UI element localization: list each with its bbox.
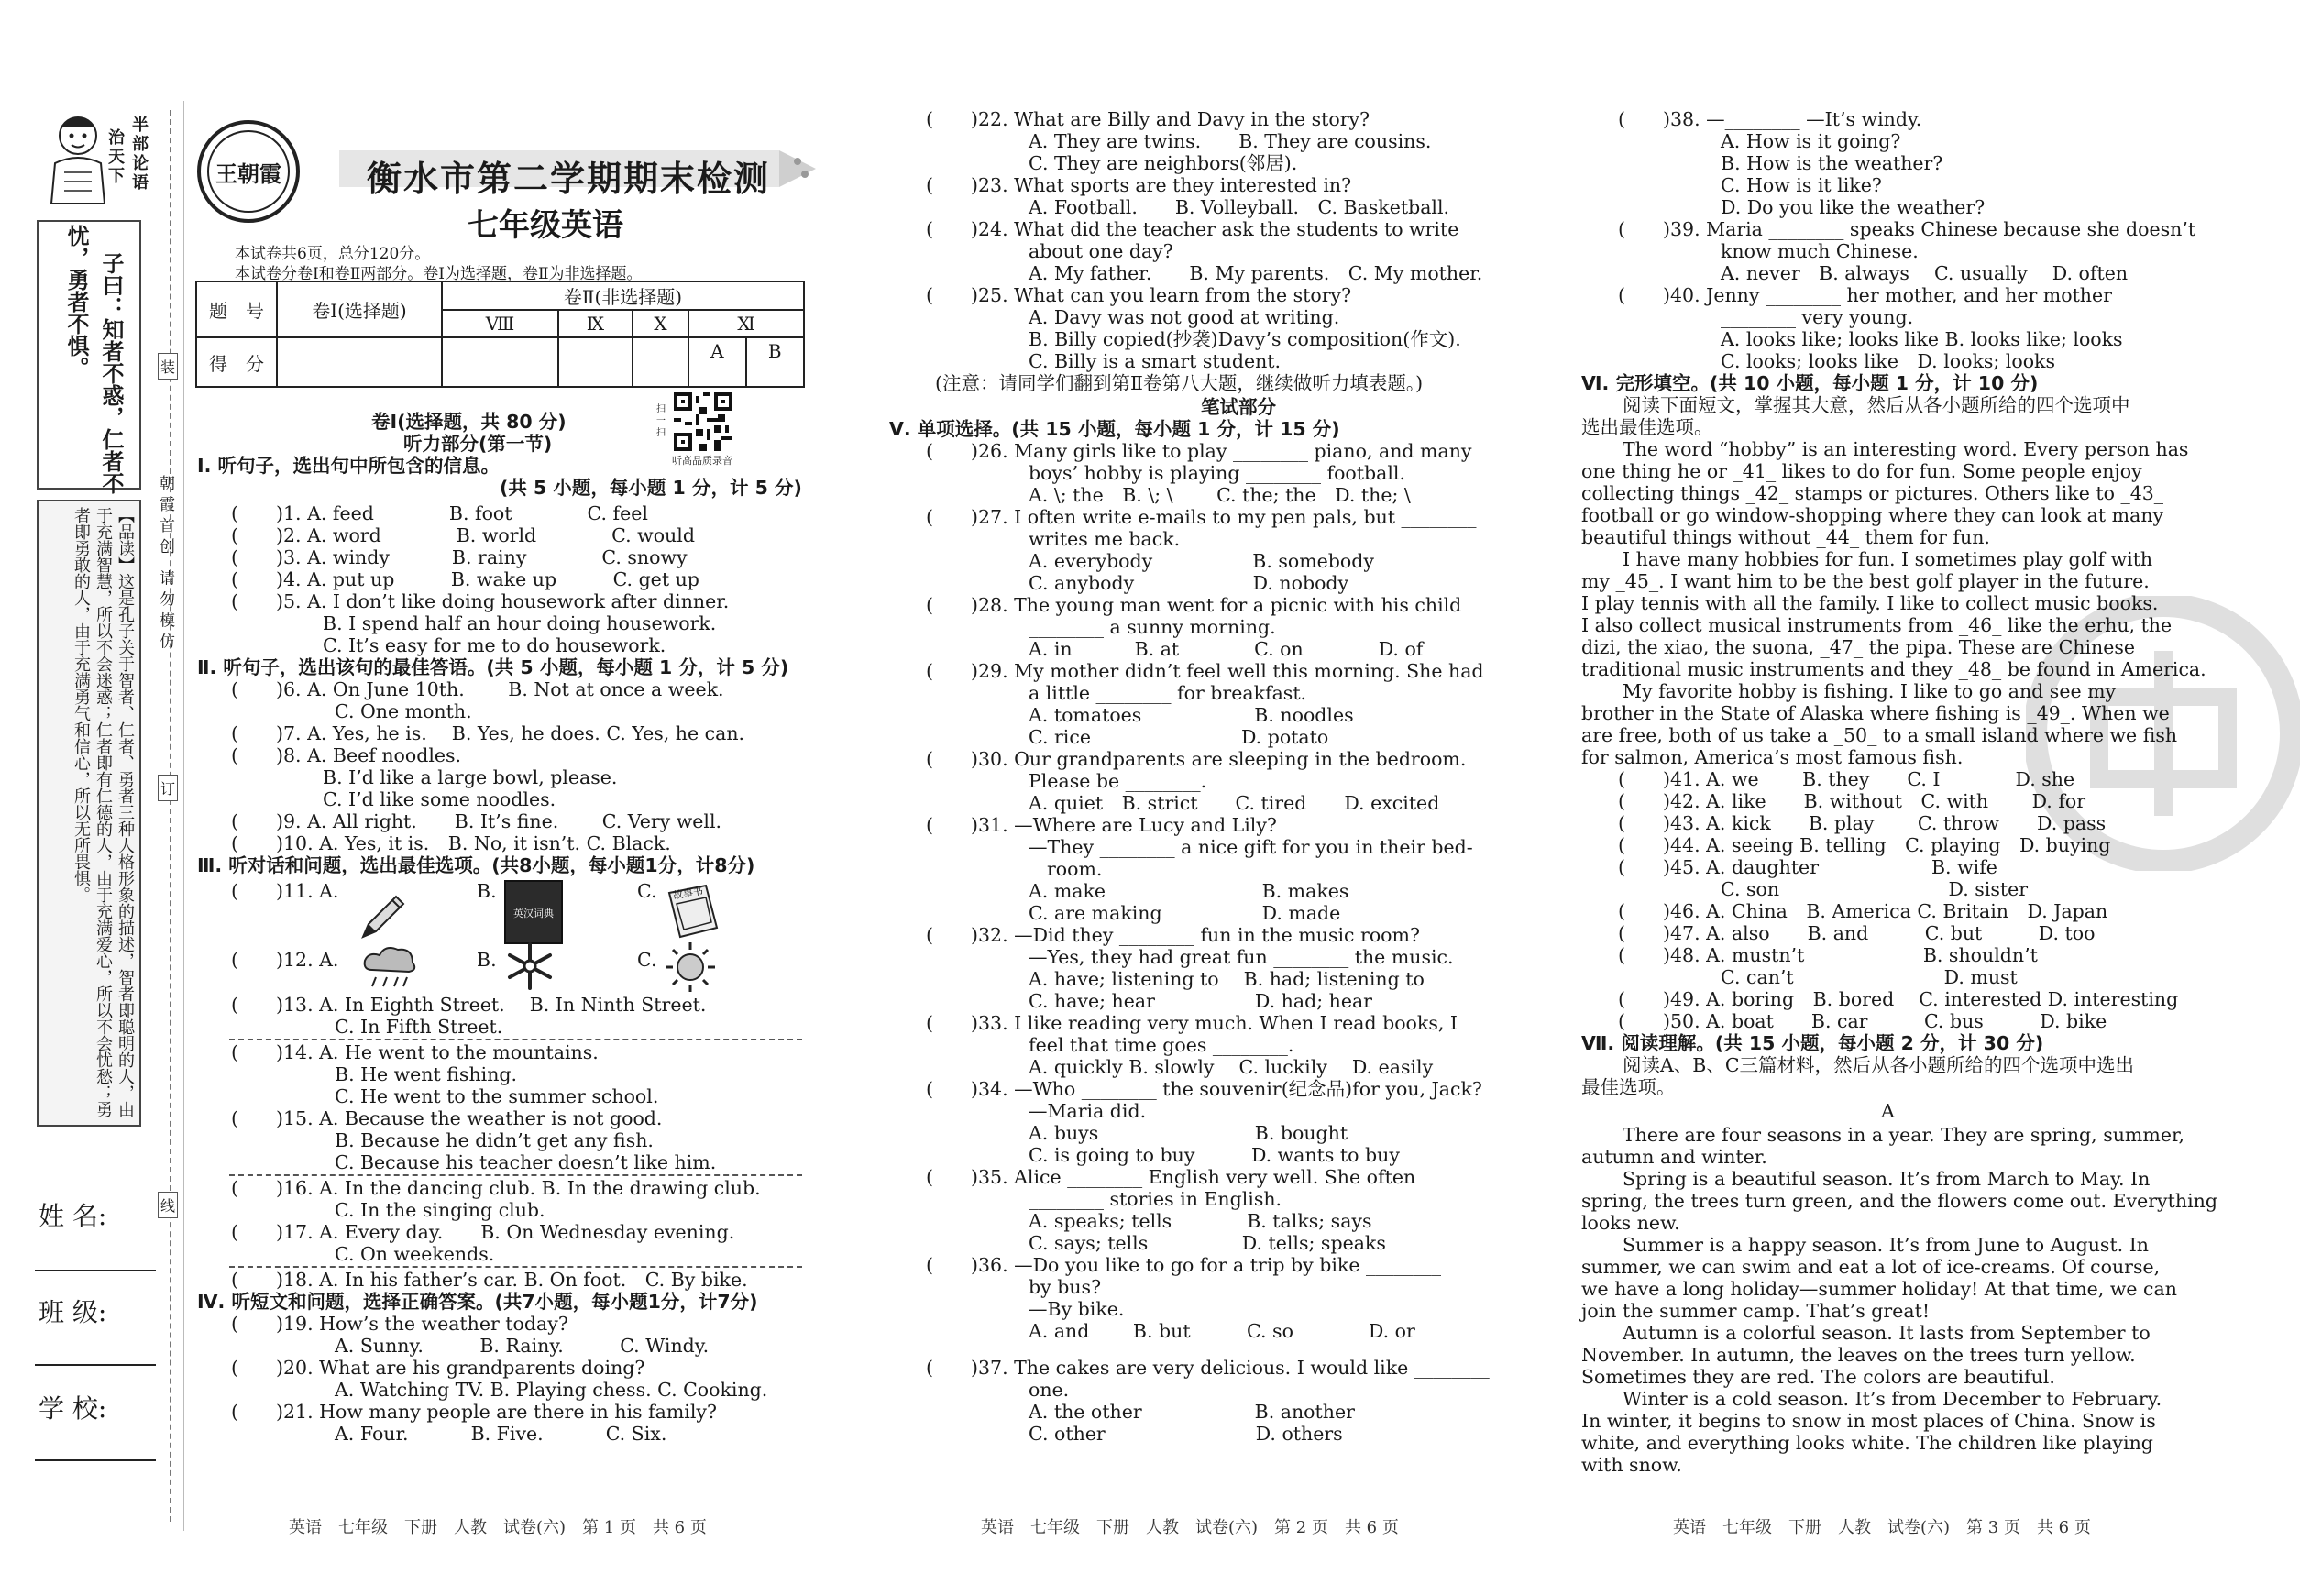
score-col-8: Ⅷ	[442, 310, 558, 337]
col3-line: looks new.	[1581, 1212, 1680, 1234]
col3-line: ( )38. —________ —It’s windy.	[1618, 108, 1922, 130]
col1-line: ( )18. A. In his father’s car. B. On foot. C. By bike.	[231, 1269, 748, 1291]
col2-line: ( )33. I like reading very much. When I read books, I	[926, 1012, 1458, 1034]
qr-code-icon[interactable]	[674, 392, 732, 451]
divider	[229, 1039, 802, 1040]
col2-line: C. rice D. potato	[1029, 726, 1329, 748]
col3-line: 阅读A、B、C三篇材料，然后从各小题所给的四个选项中选出	[1623, 1054, 2135, 1076]
col3-line: Ⅵ. 完形填空。(共 10 小题，每小题 1 分，计 10 分)	[1581, 372, 2039, 394]
col1-line: ( )13. A. In Eighth Street. B. In Ninth Street.	[231, 994, 707, 1016]
col1-line: (共 5 小题，每小题 1 分，计 5 分)	[500, 477, 802, 499]
col3-line: Summer is a happy season. It’s from June to August. In	[1623, 1234, 2150, 1256]
side-note: 朝霞首创 请勿模仿	[156, 475, 174, 655]
col3-line: C. son D. sister	[1721, 878, 2029, 900]
footer-page-2: 英语 七年级 下册 人教 试卷(六) 第 2 页 共 6 页	[981, 1518, 1399, 1537]
col2-line: ________ a sunny morning.	[1029, 616, 1276, 638]
rain-cloud-icon	[359, 942, 420, 994]
storybook-icon	[664, 882, 721, 946]
col1-line: B. I spend half an hour doing housework.	[323, 612, 717, 634]
col3-line: ( )43. A. kick B. play C. throw D. pass	[1618, 812, 2107, 834]
col1-line: ( )16. A. In the dancing club. B. In the drawing club.	[231, 1177, 761, 1199]
col2-line: A. and B. but C. so D. or	[1029, 1320, 1415, 1342]
col3-line: join the summer camp. That’s great!	[1581, 1300, 1931, 1322]
col3-line: collecting things _42_ stamps or pictures. Others like to _43_	[1581, 482, 2164, 504]
col3-line: A. How is it going?	[1721, 130, 1901, 152]
col1-line: B.	[477, 880, 497, 902]
col3-line: know much Chinese.	[1721, 240, 1919, 262]
col2-line: 笔试部分	[1201, 396, 1276, 418]
col3-line: one thing he or _41_ likes to do for fun. Some people enjoy	[1581, 460, 2142, 482]
col3-line: My favorite hobby is fishing. I like to go and see my	[1623, 680, 2117, 702]
score-cell-11a[interactable]	[688, 337, 745, 387]
quote-right: 子曰：知者不惑，仁者不	[98, 252, 125, 494]
col3-line: There are four seasons in a year. They are spring, summer,	[1623, 1124, 2185, 1146]
col3-line: 最佳选项。	[1581, 1076, 1676, 1098]
col3-line: November. In autumn, the leaves on the trees turn yellow.	[1581, 1344, 2136, 1366]
col2-line: C. are making D. made	[1029, 902, 1341, 924]
col2-line: —Yes, they had great fun ________ the music.	[1029, 946, 1454, 968]
col2-line: C. Billy is a smart student.	[1029, 350, 1282, 372]
score-sub-a: A	[710, 340, 724, 362]
qr-caption: 听高品质录音	[672, 455, 732, 467]
score-col-10: Ⅹ	[633, 310, 689, 337]
col2-line: ( )25. What can you learn from the story?	[926, 284, 1352, 306]
col2-line: ( )35. Alice ________ English very well. She often	[926, 1166, 1416, 1188]
col2-line: C. They are neighbors(邻居).	[1029, 152, 1298, 174]
col1-line: A. Four. B. Five. C. Six.	[335, 1423, 667, 1445]
col2-line: ( )22. What are Billy and Davy in the story?	[926, 108, 1370, 130]
col1-line: C. Because his teacher doesn’t like him.	[335, 1151, 717, 1173]
col3-line: ( )47. A. also B. and C. but D. too	[1618, 922, 2096, 944]
col2-line: ( )29. My mother didn’t feel well this morning. She had	[926, 660, 1484, 682]
col1-line: B.	[477, 949, 497, 971]
col2-line: writes me back.	[1029, 528, 1181, 550]
col3-line: C. looks; looks like D. looks; looks	[1721, 350, 2055, 372]
col2-line: A. speaks; tells B. talks; says	[1029, 1210, 1372, 1232]
col1-line: C. On weekends.	[335, 1243, 495, 1265]
col3-line: ( )39. Maria ________ speaks Chinese because she doesn’t	[1618, 218, 2196, 240]
col1-line: ( )14. A. He went to the mountains.	[231, 1041, 599, 1063]
col1-line: ( )4. A. put up B. wake up C. get up	[231, 568, 699, 590]
col2-line: A. quickly B. slowly C. luckily D. easily	[1029, 1056, 1434, 1078]
col2-line: one.	[1029, 1379, 1070, 1401]
col1-line: C. One month.	[335, 700, 472, 722]
col1-line: C. In Fifth Street.	[335, 1016, 503, 1038]
sun-icon	[664, 941, 717, 997]
col2-line: A. My father. B. My parents. C. My mother.	[1029, 262, 1483, 284]
col3-line: ( )45. A. daughter B. wife	[1618, 856, 1997, 878]
col3-line: D. Do you like the weather?	[1721, 196, 1986, 218]
col2-line: ________ stories in English.	[1029, 1188, 1282, 1210]
col2-line: ( )30. Our grandparents are sleeping in the bedroom.	[926, 748, 1467, 770]
col2-line: ( )27. I often write e-mails to my pen pals, but ________	[926, 506, 1477, 528]
seal-mark-2: 订	[158, 775, 178, 801]
col2-line: ( )34. —Who ________ the souvenir(纪念品)for you, Jack?	[926, 1078, 1482, 1100]
divider	[229, 1266, 802, 1268]
dashed-bind-line	[170, 110, 171, 1522]
col2-line: about one day?	[1029, 240, 1173, 262]
col3-line: my _45_. I want him to be the best golf player in the future.	[1581, 570, 2150, 592]
col3-line: I play tennis with all the family. I like to collect music books.	[1581, 592, 2159, 614]
col1-line: Ⅰ. 听句子，选出句中所包含的信息。	[197, 455, 501, 477]
col1-line: ( )3. A. windy B. rainy C. snowy	[231, 546, 688, 568]
col2-line: ( )26. Many girls like to play ________ piano, and many	[926, 440, 1472, 462]
col1-line: Ⅱ. 听句子，选出该句的最佳答语。(共 5 小题，每小题 1 分，计 5 分)	[197, 656, 789, 678]
col3-line: for salmon, America’s most famous fish.	[1581, 746, 1964, 768]
footer-page-1: 英语 七年级 下册 人教 试卷(六) 第 1 页 共 6 页	[289, 1518, 707, 1537]
col3-line: white, and everything looks white. The children like playing	[1581, 1432, 2153, 1454]
col3-line: football or go window-shopping where they can look at many	[1581, 504, 2164, 526]
col2-line: by bus?	[1029, 1276, 1102, 1298]
class-label: 班 级:	[39, 1297, 107, 1327]
col2-line: feel that time goes ________.	[1029, 1034, 1294, 1056]
col1-line: 卷Ⅰ(选择题，共 80 分)	[371, 411, 567, 433]
col3-line: B. How is the weather?	[1721, 152, 1943, 174]
col2-line: C. is going to buy D. wants to buy	[1029, 1144, 1400, 1166]
col1-line: A. Sunny. B. Rainy. C. Windy.	[335, 1335, 710, 1357]
col2-line: (注意：请同学们翻到第Ⅱ卷第八大题，继续做听力填表题。)	[935, 372, 1424, 394]
col1-line: Ⅲ. 听对话和问题，选出最佳选项。(共8小题，每小题1分，计8分)	[197, 854, 755, 876]
col2-line: Ⅴ. 单项选择。(共 15 小题，每小题 1 分，计 15 分)	[889, 418, 1340, 440]
col1-line: B. Because he didn’t get any fish.	[335, 1129, 654, 1151]
exam-info-1: 本试卷共6页，总分120分。	[235, 245, 431, 263]
col3-line: ( )48. A. mustn’t B. shouldn’t	[1618, 944, 2038, 966]
col3-line: ( )49. A. boring B. bored C. interested D. interesting	[1618, 988, 2179, 1010]
col1-line: ( )9. A. All right. B. It’s fine. C. Very well.	[231, 810, 722, 832]
logo-text: 王朝霞	[215, 160, 281, 187]
watermark-seal-icon	[2026, 596, 2300, 875]
column-divider	[183, 101, 184, 1531]
score-cell-11b[interactable]	[746, 337, 804, 387]
col3-line: with snow.	[1581, 1454, 1682, 1476]
score-cell-8[interactable]	[442, 337, 558, 387]
score-table-part1: 卷Ⅰ(选择题)	[277, 281, 442, 337]
couplet-2: 治天下	[105, 128, 125, 186]
col2-line: room.	[1047, 858, 1103, 880]
col2-line: ( )28. The young man went for a picnic with his child	[926, 594, 1462, 616]
col1-line: ( )5. A. I don’t like doing housework after dinner.	[231, 590, 730, 612]
page-title: 衡水市第二学期期末检测	[367, 159, 771, 199]
col3-line: brother in the State of Alaska where fishing is _49_. When we	[1581, 702, 2170, 724]
col1-line: 听力部分(第一节)	[403, 433, 553, 455]
col3-line: I also collect musical instruments from _46_ like the erhu, the	[1581, 614, 2173, 636]
col2-line: ( )37. The cakes are very delicious. I would like ________	[926, 1357, 1490, 1379]
col2-line: C. have; hear D. had; hear	[1029, 990, 1372, 1012]
col2-line: C. anybody D. nobody	[1029, 572, 1349, 594]
col3-line: C. can’t D. must	[1721, 966, 2018, 988]
col2-line: A. tomatoes B. noodles	[1029, 704, 1354, 726]
col3-line: beautiful things without _44_ them for fun.	[1581, 526, 1990, 548]
col2-line: —By bike.	[1029, 1298, 1125, 1320]
score-sub-b: B	[767, 340, 782, 362]
col2-line: A. quiet B. strict C. tired D. excited	[1029, 792, 1440, 814]
pen-icon	[356, 891, 411, 946]
col2-line: A. They are twins. B. They are cousins.	[1029, 130, 1432, 152]
col2-line: —They ________ a nice gift for you in their bed-	[1029, 836, 1473, 858]
dictionary-icon	[504, 880, 563, 944]
col3-line: we have a long holiday—summer holiday! At that time, we can	[1581, 1278, 2177, 1300]
score-cell-10[interactable]	[633, 337, 689, 387]
col3-line: ( )40. Jenny ________ her mother, and her mother	[1618, 284, 2112, 306]
col1-line: A. Watching TV. B. Playing chess. C. Cooking.	[335, 1379, 768, 1401]
col1-line: ( )15. A. Because the weather is not good.	[231, 1107, 663, 1129]
commentary-box	[37, 500, 141, 1127]
col3-line: 阅读下面短文，掌握其大意，然后从各小题所给的四个选项中	[1623, 394, 2130, 416]
score-cell-9[interactable]	[558, 337, 633, 387]
col1-line: C. In the singing club.	[335, 1199, 545, 1221]
col2-line: A. \; the B. \; \ C. the; the D. the; \	[1029, 484, 1411, 506]
col1-line: ( )10. A. Yes, it is. B. No, it isn’t. C. Black.	[231, 832, 671, 854]
col3-line: dizi, the xiao, the suona, _47_ the pipa. These are Chinese	[1581, 636, 2136, 658]
col2-line: Please be ________.	[1029, 770, 1207, 792]
score-table-label-no: 题 号	[196, 281, 277, 337]
col3-line: A. looks like; looks like B. looks like; looks	[1721, 328, 2123, 350]
footer-page-3: 英语 七年级 下册 人教 试卷(六) 第 3 页 共 6 页	[1673, 1518, 2091, 1537]
score-col-9: Ⅸ	[558, 310, 633, 337]
col3-line: Autumn is a colorful season. It lasts from September to	[1623, 1322, 2151, 1344]
divider	[229, 1174, 802, 1176]
seal-mark-1: 装	[158, 353, 178, 380]
col1-line: ( )2. A. word B. world C. would	[231, 524, 695, 546]
col1-line: ( )21. How many people are there in his family?	[231, 1401, 717, 1423]
commentary-text: 【品读】这是孔子关于智者、仁者、勇者三种人格形象的描述，智者即聪明的人，由于充满智慧，所以不会迷惑；仁者即有仁德的人，由于充满爱心，所以不会忧愁；勇者即勇敢的人，由于充满勇气和信心，所以无所畏惧。	[72, 507, 135, 1117]
col2-line: ( )32. —Did they ________ fun in the music room?	[926, 924, 1420, 946]
school-label: 学 校:	[39, 1393, 107, 1424]
storybook-label: 故事书	[672, 885, 704, 902]
col1-line: C. I’d like some noodles.	[323, 788, 556, 810]
col2-line: B. Billy copied(抄袭)Davy’s composition(作文).	[1029, 328, 1461, 350]
col2-line: A. buys B. bought	[1029, 1122, 1348, 1144]
col2-line: C. other D. others	[1029, 1423, 1343, 1445]
col3-line: ( )42. A. like B. without C. with D. for	[1618, 790, 2086, 812]
score-table-label-score: 得 分	[196, 337, 277, 387]
class-line[interactable]	[35, 1364, 156, 1366]
col1-line: ( )1. A. feed B. foot C. feel	[231, 502, 648, 524]
school-line[interactable]	[35, 1459, 156, 1461]
col2-line: C. says; tells D. tells; speaks	[1029, 1232, 1386, 1254]
dictionary-label: 英汉词典	[513, 908, 554, 919]
score-table-part2: 卷Ⅱ(非选择题)	[442, 281, 804, 310]
col3-line: A. never B. always C. usually D. often	[1721, 262, 2129, 284]
col3-line: Winter is a cold season. It’s from December to February.	[1623, 1388, 2162, 1410]
name-label: 姓 名:	[39, 1201, 107, 1231]
col3-line: 选出最佳选项。	[1581, 416, 1713, 438]
exam-info-2: 本试卷分卷Ⅰ和卷Ⅱ两部分。卷Ⅰ为选择题，卷Ⅱ为非选择题。	[235, 265, 643, 283]
col1-line: B. He went fishing.	[335, 1063, 518, 1085]
col2-line: A. Davy was not good at writing.	[1029, 306, 1340, 328]
col3-line: ( )46. A. China B. America C. Britain D. Japan	[1618, 900, 2108, 922]
col1-line: ( )6. A. On June 10th. B. Not at once a week.	[231, 678, 724, 700]
col2-line: A. have; listening to B. had; listening to	[1029, 968, 1425, 990]
page-subtitle: 七年级英语	[468, 207, 623, 244]
col2-line: A. in B. at C. on D. of	[1029, 638, 1424, 660]
col1-line: C. It’s easy for me to do housework.	[323, 634, 666, 656]
score-cell-part1[interactable]	[277, 337, 442, 387]
col3-line: Ⅶ. 阅读理解。(共 15 小题，每小题 2 分，计 30 分)	[1581, 1032, 2044, 1054]
col2-line: a little ________ for breakfast.	[1029, 682, 1307, 704]
col1-line: ( )17. A. Every day. B. On Wednesday evening.	[231, 1221, 735, 1243]
col3-line: spring, the trees turn green, and the flowers come out. Everything	[1581, 1190, 2217, 1212]
qr-scan-label: 扫一扫	[656, 404, 666, 438]
col2-line: ( )24. What did the teacher ask the students to write	[926, 218, 1459, 240]
col3-line: ________ very young.	[1721, 306, 1914, 328]
col3-line: ( )50. A. boat B. car C. bus D. bike	[1618, 1010, 2107, 1032]
col3-line: Sometimes they are red. The colors are beautiful.	[1581, 1366, 2055, 1388]
score-table	[195, 281, 805, 388]
col3-line: summer, we can swim and eat a lot of ice-creams. Of course,	[1581, 1256, 2161, 1278]
col1-line: ( )8. A. Beef noodles.	[231, 744, 462, 766]
col1-line: ( )20. What are his grandparents doing?	[231, 1357, 645, 1379]
col3-line: ( )44. A. seeing B. telling C. playing D. buying	[1618, 834, 2111, 856]
quote-left: 忧，勇者不惧。	[63, 225, 90, 379]
col1-line: Ⅳ. 听短文和问题，选择正确答案。(共7小题，每小题1分，计7分)	[197, 1291, 758, 1313]
col2-line: A. the other B. another	[1029, 1401, 1355, 1423]
col2-line: ( )31. —Where are Lucy and Lily?	[926, 814, 1277, 836]
col3-line: autumn and winter.	[1581, 1146, 1767, 1168]
col2-line: A. everybody B. somebody	[1029, 550, 1374, 572]
col3-line: traditional music instruments and they _48_ be found in America.	[1581, 658, 2206, 680]
col1-line: C.	[637, 949, 657, 971]
col1-line: C. He went to the summer school.	[335, 1085, 659, 1107]
col1-line: ( )11. A.	[231, 880, 339, 902]
col2-line: ( )36. —Do you like to go for a trip by bike ________	[926, 1254, 1441, 1276]
col1-line: ( )12. A.	[231, 949, 339, 971]
col2-line: A. make B. makes	[1029, 880, 1349, 902]
name-line[interactable]	[35, 1270, 156, 1271]
snowflake-icon	[504, 941, 556, 996]
col3-line: C. How is it like?	[1721, 174, 1882, 196]
col2-line: —Maria did.	[1029, 1100, 1147, 1122]
col1-line: ( )7. A. Yes, he is. B. Yes, he does. C. Yes, he can.	[231, 722, 745, 744]
col1-line: ( )19. How’s the weather today?	[231, 1313, 568, 1335]
col2-line: boys’ hobby is playing ________ football.	[1029, 462, 1405, 484]
col1-line: B. I’d like a large bowl, please.	[323, 766, 618, 788]
col1-line: C.	[637, 880, 657, 902]
seal-mark-3: 线	[158, 1192, 178, 1218]
col3-line: In winter, it begins to snow in most places of China. Snow is	[1581, 1410, 2156, 1432]
col2-line: A. Football. B. Volleyball. C. Basketball.	[1029, 196, 1450, 218]
col3-line: I have many hobbies for fun. I sometimes play golf with	[1623, 548, 2153, 570]
col3-line: are free, both of us take a _50_ to a small island where we fish	[1581, 724, 2178, 746]
couplet-1: 半部论语	[129, 116, 149, 193]
logo	[196, 119, 301, 224]
col3-line: A	[1881, 1100, 1895, 1122]
col3-line: ( )41. A. we B. they C. I D. she	[1618, 768, 2075, 790]
col3-line: Spring is a beautiful season. It’s from March to May. In	[1623, 1168, 2151, 1190]
col3-line: The word “hobby” is an interesting word. Every person has	[1623, 438, 2189, 460]
score-col-11: Ⅺ	[688, 310, 804, 337]
col2-line: ( )23. What sports are they interested in?	[926, 174, 1352, 196]
